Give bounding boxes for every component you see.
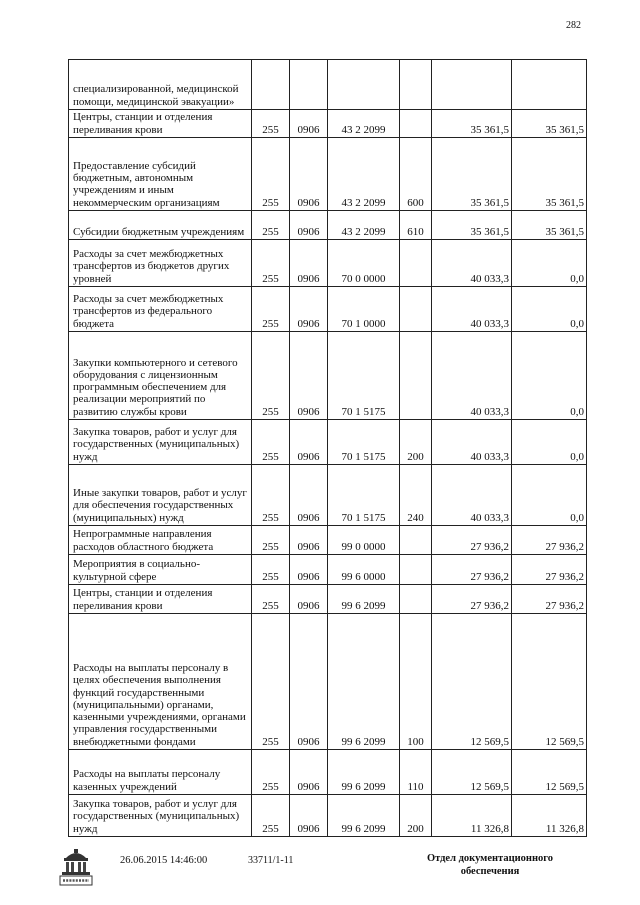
table-row	[69, 526, 587, 555]
amount-1: 12 569,5	[432, 750, 512, 795]
section-code: 0906	[290, 287, 328, 332]
amount-2: 35 361,5	[512, 110, 587, 138]
section-code: 0906	[290, 555, 328, 585]
expense-type-code	[400, 240, 432, 287]
row-name: Закупка товаров, работ и услуг для государственных (муниципальных) нужд	[69, 795, 252, 837]
amount-1: 40 033,3	[432, 287, 512, 332]
ministry-code: 255	[252, 795, 290, 837]
target-article-code: 43 2 2099	[328, 110, 400, 138]
ministry-code: 255	[252, 240, 290, 287]
amount-2: 0,0	[512, 420, 587, 465]
amount-2	[512, 60, 587, 110]
expense-type-code: 600	[400, 138, 432, 211]
table-row	[69, 585, 587, 614]
row-name: Субсидии бюджетным учреждениям	[69, 211, 252, 240]
amount-1: 12 569,5	[432, 614, 512, 750]
row-name: Центры, станции и отделения переливания крови	[69, 585, 252, 614]
table-row	[69, 465, 587, 526]
expense-type-code: 200	[400, 795, 432, 837]
row-name: Расходы за счет межбюджетных трансфертов из федерального бюджета	[69, 287, 252, 332]
amount-2: 0,0	[512, 287, 587, 332]
table-row	[69, 110, 587, 138]
amount-2: 12 569,5	[512, 614, 587, 750]
target-article-code	[328, 60, 400, 110]
amount-1: 27 936,2	[432, 526, 512, 555]
amount-1: 40 033,3	[432, 420, 512, 465]
ministry-code: 255	[252, 465, 290, 526]
amount-1	[432, 60, 512, 110]
target-article-code: 99 6 2099	[328, 614, 400, 750]
expense-type-code: 100	[400, 614, 432, 750]
budget-table	[68, 59, 587, 837]
row-name: Предоставление субсидий бюджетным, автономным учреждениям и иным некоммерческим организациям	[69, 138, 252, 211]
section-code: 0906	[290, 138, 328, 211]
expense-type-code: 200	[400, 420, 432, 465]
expense-type-code	[400, 555, 432, 585]
amount-2: 0,0	[512, 332, 587, 420]
amount-2: 27 936,2	[512, 526, 587, 555]
target-article-code: 99 6 2099	[328, 750, 400, 795]
ministry-code: 255	[252, 614, 290, 750]
target-article-code: 70 1 0000	[328, 287, 400, 332]
row-name: Непрограммные направления расходов областного бюджета	[69, 526, 252, 555]
amount-1: 35 361,5	[432, 110, 512, 138]
table-row	[69, 332, 587, 420]
target-article-code: 99 6 2099	[328, 795, 400, 837]
ministry-code: 255	[252, 420, 290, 465]
target-article-code: 43 2 2099	[328, 138, 400, 211]
section-code: 0906	[290, 750, 328, 795]
table-row	[69, 795, 587, 837]
target-article-code: 70 0 0000	[328, 240, 400, 287]
amount-2: 12 569,5	[512, 750, 587, 795]
ministry-code: 255	[252, 138, 290, 211]
amount-1: 27 936,2	[432, 555, 512, 585]
section-code: 0906	[290, 614, 328, 750]
expense-type-code: 110	[400, 750, 432, 795]
row-name: Расходы за счет межбюджетных трансфертов из бюджетов других уровней	[69, 240, 252, 287]
section-code: 0906	[290, 211, 328, 240]
target-article-code: 99 6 2099	[328, 585, 400, 614]
expense-type-code	[400, 60, 432, 110]
target-article-code: 99 0 0000	[328, 526, 400, 555]
expense-type-code: 240	[400, 465, 432, 526]
section-code: 0906	[290, 420, 328, 465]
ministry-code: 255	[252, 287, 290, 332]
ministry-code: 255	[252, 110, 290, 138]
expense-type-code: 610	[400, 211, 432, 240]
row-name: Иные закупки товаров, работ и услуг для обеспечения государственных (муниципальных) нужд	[69, 465, 252, 526]
row-name: специализированной, медицинской помощи, медицинской эвакуации»	[69, 60, 252, 110]
amount-2: 27 936,2	[512, 555, 587, 585]
ministry-code	[252, 60, 290, 110]
amount-1: 27 936,2	[432, 585, 512, 614]
amount-1: 40 033,3	[432, 332, 512, 420]
amount-1: 40 033,3	[432, 240, 512, 287]
amount-2: 11 326,8	[512, 795, 587, 837]
row-name: Расходы на выплаты персоналу казенных учреждений	[69, 750, 252, 795]
ministry-code: 255	[252, 332, 290, 420]
amount-2: 0,0	[512, 465, 587, 526]
expense-type-code	[400, 110, 432, 138]
amount-1: 11 326,8	[432, 795, 512, 837]
table-row	[69, 240, 587, 287]
amount-2: 35 361,5	[512, 211, 587, 240]
expense-type-code	[400, 287, 432, 332]
target-article-code: 99 6 0000	[328, 555, 400, 585]
expense-type-code	[400, 332, 432, 420]
row-name: Закупка товаров, работ и услуг для государственных (муниципальных) нужд	[69, 420, 252, 465]
table-row	[69, 555, 587, 585]
ministry-code: 255	[252, 526, 290, 555]
amount-2: 35 361,5	[512, 138, 587, 211]
section-code: 0906	[290, 110, 328, 138]
ministry-code: 255	[252, 585, 290, 614]
section-code: 0906	[290, 795, 328, 837]
target-article-code: 70 1 5175	[328, 332, 400, 420]
ministry-code: 255	[252, 555, 290, 585]
section-code: 0906	[290, 526, 328, 555]
target-article-code: 70 1 5175	[328, 465, 400, 526]
section-code: 0906	[290, 465, 328, 526]
ministry-code: 255	[252, 211, 290, 240]
amount-1: 40 033,3	[432, 465, 512, 526]
table-row	[69, 750, 587, 795]
section-code	[290, 60, 328, 110]
row-name: Закупки компьютерного и сетевого оборудования с лицензионным программным обеспечением для реализации мероприятий по развитию службы крови	[69, 332, 252, 420]
page-number: 282	[566, 20, 581, 31]
section-code: 0906	[290, 585, 328, 614]
footer-datetime: 26.06.2015 14:46:00	[120, 855, 208, 866]
table-row	[69, 138, 587, 211]
expense-type-code	[400, 585, 432, 614]
table-row	[69, 420, 587, 465]
row-name: Мероприятия в социально-культурной сфере	[69, 555, 252, 585]
table-row	[69, 287, 587, 332]
row-name: Расходы на выплаты персоналу в целях обеспечения выполнения функций государственными (муниципальными) органами, казенными учреждениями, органами управления государственными внебюджетными фондами	[69, 614, 252, 750]
table-row	[69, 614, 587, 750]
section-code: 0906	[290, 332, 328, 420]
ministry-code: 255	[252, 750, 290, 795]
target-article-code: 70 1 5175	[328, 420, 400, 465]
table-row	[69, 211, 587, 240]
table-row	[69, 60, 587, 110]
expense-type-code	[400, 526, 432, 555]
amount-1: 35 361,5	[432, 211, 512, 240]
footer-doc-number: 33711/1-11	[248, 855, 294, 866]
section-code: 0906	[290, 240, 328, 287]
duma-building-seal-icon	[58, 848, 94, 888]
amount-1: 35 361,5	[432, 138, 512, 211]
amount-2: 27 936,2	[512, 585, 587, 614]
target-article-code: 43 2 2099	[328, 211, 400, 240]
row-name: Центры, станции и отделения переливания крови	[69, 110, 252, 138]
amount-2: 0,0	[512, 240, 587, 287]
footer-department: Отдел документационного обеспечения	[426, 853, 554, 877]
